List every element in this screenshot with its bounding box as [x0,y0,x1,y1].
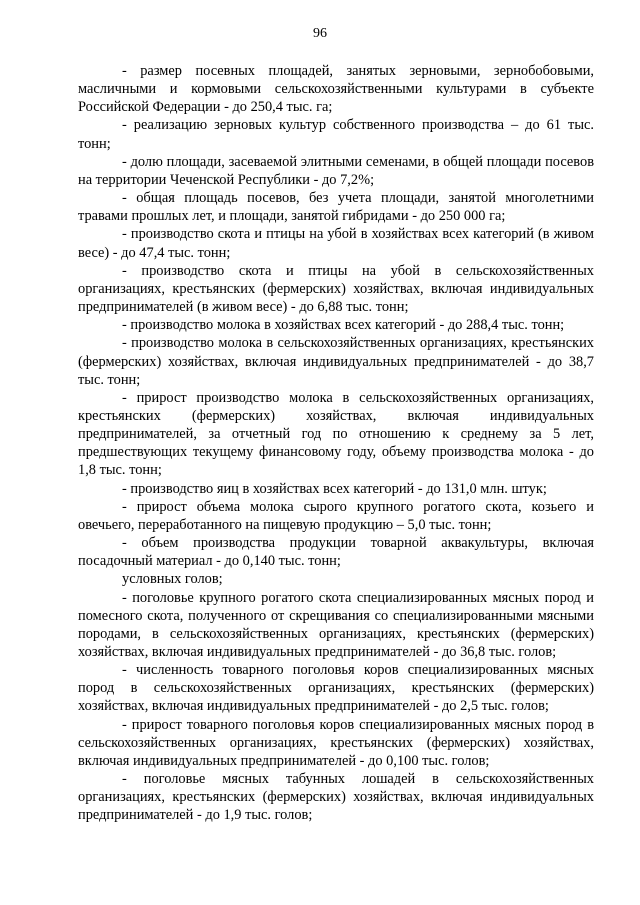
paragraph-milk-organizations: - производство молока в сельскохозяйственных организациях, крестьянских (фермерских) хозяйствах, включая индивидуальных предпринимателей - до 38,7 тыс. тонн; [78,335,594,388]
paragraph-elite-seeds-share: - долю площади, засеваемой элитными семенами, в общей площади посевов на территории Чеченской Республики - до 7,2%; [78,153,594,188]
paragraph-grain-sales: - реализацию зерновых культур собственного производства – до 61 тыс. тонн; [78,117,594,152]
document-body [78,62,594,825]
paragraph-eggs: - производство яиц в хозяйствах всех категорий - до 131,0 млн. штук; [122,480,547,497]
paragraph-milk-all-categories: - производство молока в хозяйствах всех категорий - до 288,4 тыс. тонн; [122,317,565,334]
paragraph-beef-cattle-herd: - поголовье крупного рогатого скота специализированных мясных пород и помесного скота, полученного от скрещивания со специализированными мясными породами, в сельскохозяйственных организациях, крестьянских (фермерских) хозяйствах, включая индивидуальных предпринимателей - до 36,8 тыс. голов; [78,589,594,660]
paragraph-livestock-organizations: - производство скота и птицы на убой в сельскохозяйственных организациях, крестьянских (фермерских) хозяйствах, включая индивидуальных предпринимателей (в живом весе) - до 6,88 тыс. тонн; [78,262,594,316]
paragraph-milk-growth: - прирост производство молока в сельскохозяйственных организациях, крестьянских (фермерских) хозяйствах, включая индивидуальных предпринимателей, за отчетный год по отношению к среднему за 5 лет, предшествующих текущему финансовому году, объему производства молока - до 1,8 тыс. тонн; [78,389,594,479]
paragraph-livestock-all-categories: - производство скота и птицы на убой в хозяйствах всех категорий (в живом весе) - до 47,4 тыс. тонн; [78,226,594,261]
paragraph-beef-cows-growth: - прирост товарного поголовья коров специализированных мясных пород в сельскохозяйственных организациях, крестьянских (фермерских) хозяйствах, включая индивидуальных предпринимателей - до 0,100 тыс. голов; [78,716,594,769]
paragraph-total-crop-area: - общая площадь посевов, без учета площади, занятой многолетними травами прошлых лет, и площади, занятой гибридами - до 250 000 га; [78,190,594,225]
paragraph-sown-area: - размер посевных площадей, занятых зерновыми, зернобобовыми, масличными и кормовыми сельскохозяйственными культурами в субъекте Российской Федерации - до 250,4 тыс. га; [78,63,594,116]
page-number: 96 [313,26,327,41]
paragraph-beef-cows-count: - численность товарного поголовья коров специализированных мясных пород в сельскохозяйственных организациях, крестьянских (фермерских) хозяйствах, включая индивидуальных предпринимателей - до 2,5 тыс. голов; [78,662,594,715]
paragraph-conditional-heads: условных голов; [122,571,223,588]
paragraph-processed-milk: - прирост объема молока сырого крупного рогатого скота, козьего и овечьего, переработанного на пищевую продукцию – 5,0 тыс. тонн; [78,498,594,533]
paragraph-herd-horses: - поголовье мясных табунных лошадей в сельскохозяйственных организациях, крестьянских (фермерских) хозяйствах, включая индивидуальных предпринимателей - до 1,9 тыс. голов; [78,771,594,824]
paragraph-aquaculture: - объем производства продукции товарной аквакультуры, включая посадочный материал - до 0,140 тыс. тонн; [78,535,594,570]
